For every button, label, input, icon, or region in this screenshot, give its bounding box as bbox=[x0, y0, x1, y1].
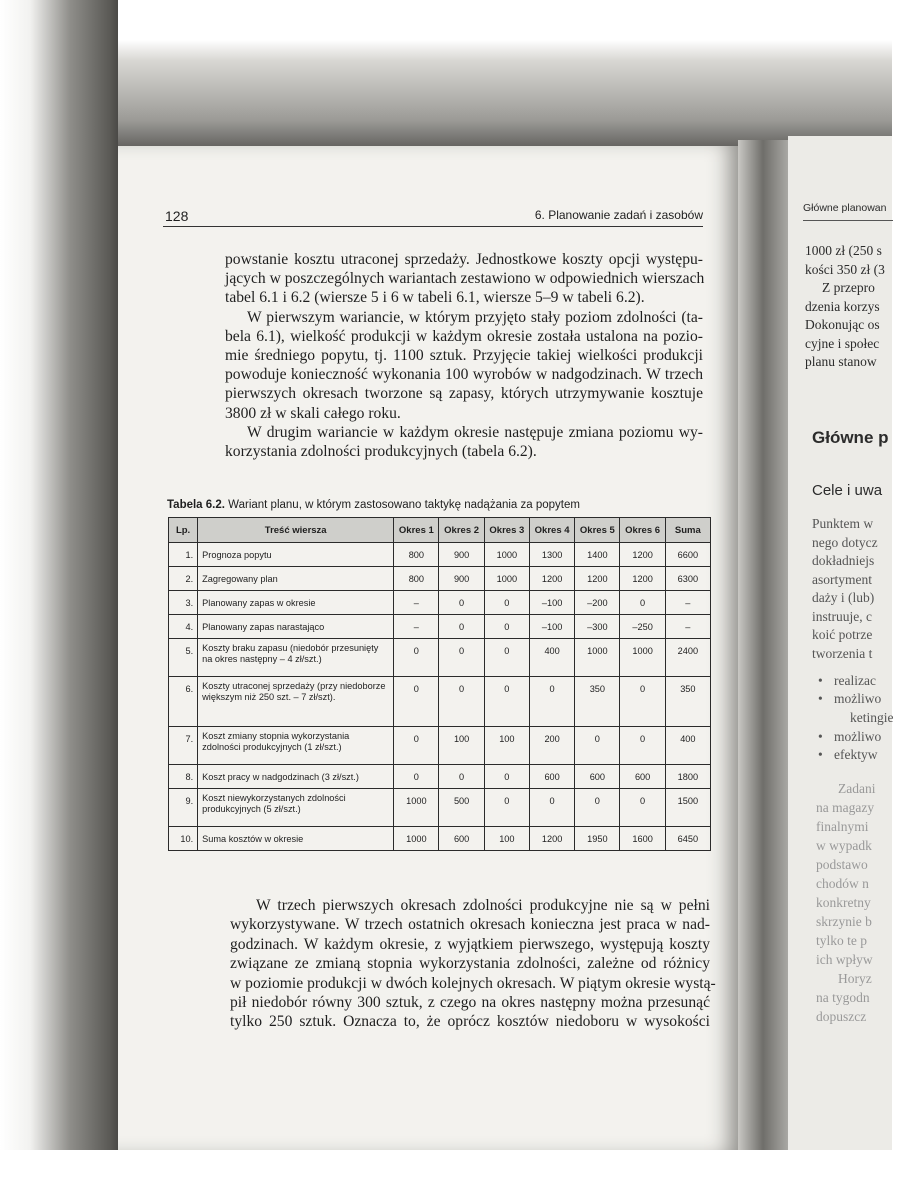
right-page-line: na magazy bbox=[816, 800, 875, 815]
value-cell: 100 bbox=[484, 727, 529, 765]
value-cell: 0 bbox=[394, 765, 439, 789]
value-cell: 0 bbox=[394, 677, 439, 727]
row-number-cell: 9. bbox=[169, 789, 198, 827]
right-page-line: dzenia korzys bbox=[805, 298, 880, 314]
text-line: w poziomie produkcji w dwóch kolejnych okresach. W piątym okresie wystą- bbox=[230, 974, 716, 992]
bullet-icon: • bbox=[818, 691, 823, 706]
right-page-line: skrzynie b bbox=[816, 914, 872, 929]
text-line: godzinach. W każdym okresie, z wyjątkiem pierwszego, występują koszty bbox=[230, 935, 710, 953]
right-page-line: ich wpływ bbox=[816, 952, 873, 967]
chapter-title: 6. Planowanie zadań i zasobów bbox=[534, 208, 703, 222]
row-number-cell: 7. bbox=[169, 727, 198, 765]
table-row bbox=[169, 639, 711, 677]
right-page-line: Dokonując os bbox=[805, 317, 880, 332]
value-cell: 1200 bbox=[529, 827, 574, 851]
value-cell: 0 bbox=[529, 789, 574, 827]
table-row bbox=[169, 765, 711, 789]
right-page-bullet-item: realizac bbox=[834, 673, 876, 688]
text-line: powstanie kosztu utraconej sprzedaży. Jednostkowe koszty opcji występu- bbox=[225, 251, 703, 268]
page-number: 128 bbox=[165, 208, 189, 224]
value-cell: 1200 bbox=[620, 543, 665, 567]
value-cell: 1200 bbox=[529, 567, 574, 591]
right-page-header: Główne planowan bbox=[803, 202, 887, 214]
value-cell: 600 bbox=[575, 765, 620, 789]
value-cell: 0 bbox=[439, 615, 484, 639]
scan-background-left bbox=[0, 0, 118, 1188]
column-header: Okres 1 bbox=[394, 518, 439, 543]
value-cell: 1400 bbox=[575, 543, 620, 567]
value-cell: 0 bbox=[394, 639, 439, 677]
value-cell: 0 bbox=[484, 615, 529, 639]
value-cell: 2400 bbox=[665, 639, 710, 677]
value-cell: 0 bbox=[484, 789, 529, 827]
plan-table bbox=[168, 517, 711, 851]
value-cell: 0 bbox=[484, 591, 529, 615]
value-cell: 350 bbox=[575, 677, 620, 727]
value-cell: 0 bbox=[484, 765, 529, 789]
scan-background-top bbox=[0, 0, 918, 150]
value-cell: 600 bbox=[439, 827, 484, 851]
text-line: tabel 6.1 i 6.2 (wiersze 5 i 6 w tabeli 6.1, wiersze 5–9 w tabeli 6.2). bbox=[225, 289, 645, 307]
row-content-cell: Suma kosztów w okresie bbox=[198, 827, 394, 851]
intro-paragraph bbox=[225, 250, 703, 461]
right-page-line: finalnymi bbox=[816, 819, 869, 834]
value-cell: 400 bbox=[529, 639, 574, 677]
text-line: powoduje konieczność wykonania 100 wyrobów w nadgodzinach. W trzech bbox=[225, 366, 703, 384]
right-page-heading: Główne p bbox=[812, 428, 889, 447]
row-number-cell: 1. bbox=[169, 543, 198, 567]
text-line: jących w poszczególnych wariantach zestawiono w odpowiednich wierszach bbox=[225, 270, 705, 288]
value-cell: 0 bbox=[439, 677, 484, 727]
text-line: bela 6.1), wielkość produkcji w każdym okresie została ustalona na pozio- bbox=[225, 327, 703, 345]
text-line: W pierwszym wariancie, w którym przyjęto stały poziom zdolności (ta- bbox=[247, 308, 703, 326]
right-page-line: asortyment bbox=[812, 571, 872, 587]
row-content-cell: Koszt zmiany stopnia wykorzystania zdolności produkcyjnych (1 zł/szt.) bbox=[198, 727, 394, 765]
right-page-line: dokładniejs bbox=[812, 553, 875, 568]
right-page-line: w wypadk bbox=[816, 838, 872, 853]
value-cell: 1600 bbox=[620, 827, 665, 851]
value-cell: 1200 bbox=[575, 567, 620, 591]
right-page-line: Z przepro bbox=[822, 280, 875, 295]
table-row bbox=[169, 827, 711, 851]
right-page-line: Zadani bbox=[838, 781, 876, 796]
row-number-cell: 2. bbox=[169, 567, 198, 591]
value-cell: 100 bbox=[439, 727, 484, 765]
value-cell: 0 bbox=[575, 789, 620, 827]
column-header: Okres 2 bbox=[439, 518, 484, 543]
table-caption-label: Tabela 6.2. bbox=[167, 499, 225, 511]
table-caption-text: Wariant planu, w którym zastosowano taktykę nadążania za popytem bbox=[228, 499, 580, 511]
value-cell: 900 bbox=[439, 543, 484, 567]
text-line: związane ze zmianą stopnia wykorzystania zdolności, zależne od różnicy bbox=[230, 955, 710, 973]
value-cell: 1000 bbox=[575, 639, 620, 677]
column-header: Lp. bbox=[169, 518, 198, 543]
text-line: pił niedobór równy 300 sztuk, z czego na okres następny można przesunąć bbox=[230, 994, 710, 1012]
value-cell: – bbox=[394, 591, 439, 615]
value-cell: 600 bbox=[529, 765, 574, 789]
value-cell: 800 bbox=[394, 567, 439, 591]
value-cell: 1000 bbox=[394, 789, 439, 827]
table-row bbox=[169, 543, 711, 567]
row-number-cell: 6. bbox=[169, 677, 198, 727]
text-line: wykorzystywane. W trzech ostatnich okresach konieczna jest praca w nad- bbox=[230, 916, 710, 934]
right-page-line: cyjne i społec bbox=[805, 335, 880, 351]
value-cell: 350 bbox=[665, 677, 710, 727]
value-cell: 1000 bbox=[620, 639, 665, 677]
right-page-line: konkretny bbox=[816, 895, 871, 910]
table-row bbox=[169, 789, 711, 827]
value-cell: 0 bbox=[484, 639, 529, 677]
right-page-bullet-item: możliwo bbox=[834, 729, 882, 744]
right-page-line: planu stanow bbox=[805, 354, 877, 369]
right-page-line: Punktem w bbox=[812, 516, 874, 531]
right-page-line: dopuszcz bbox=[816, 1009, 867, 1024]
value-cell: 1500 bbox=[665, 789, 710, 827]
right-page-line: koić potrze bbox=[812, 627, 873, 642]
right-page-subheading: Cele i uwa bbox=[812, 482, 883, 499]
value-cell: –100 bbox=[529, 615, 574, 639]
value-cell: – bbox=[394, 615, 439, 639]
right-page-bullet-item: możliwo bbox=[834, 691, 882, 706]
value-cell: 100 bbox=[484, 827, 529, 851]
right-page-line: nego dotycz bbox=[812, 534, 878, 550]
text-line: korzystania zdolności produkcyjnych (tabela 6.2). bbox=[225, 443, 537, 461]
column-header: Okres 3 bbox=[484, 518, 529, 543]
value-cell: 1800 bbox=[665, 765, 710, 789]
value-cell: 6450 bbox=[665, 827, 710, 851]
header-rule bbox=[163, 226, 703, 227]
table-row bbox=[169, 567, 711, 591]
value-cell: 500 bbox=[439, 789, 484, 827]
value-cell: 0 bbox=[439, 591, 484, 615]
row-content-cell: Koszt niewykorzystanych zdolności produkcyjnych (5 zł/szt.) bbox=[198, 789, 394, 827]
value-cell: 800 bbox=[394, 543, 439, 567]
column-header: Okres 6 bbox=[620, 518, 665, 543]
value-cell: 0 bbox=[394, 727, 439, 765]
value-cell: 600 bbox=[620, 765, 665, 789]
column-header: Okres 5 bbox=[575, 518, 620, 543]
text-line: W drugim wariancie w każdym okresie następuje zmiana poziomu wy- bbox=[247, 423, 703, 441]
table-header-row bbox=[169, 518, 711, 543]
value-cell: 0 bbox=[439, 765, 484, 789]
value-cell: 900 bbox=[439, 567, 484, 591]
text-line: 3800 zł w skali całego roku. bbox=[225, 404, 401, 422]
text-line: mie średniego popytu, tj. 1100 sztuk. Przyjęcie takiej wielkości produkcji bbox=[225, 347, 703, 365]
row-content-cell: Koszty braku zapasu (niedobór przesunięty na okres następny – 4 zł/szt.) bbox=[198, 639, 394, 677]
right-page-bullet-item: efektyw bbox=[834, 747, 878, 762]
table-caption bbox=[167, 499, 580, 511]
value-cell: 1950 bbox=[575, 827, 620, 851]
value-cell: 6300 bbox=[665, 567, 710, 591]
column-header: Suma bbox=[665, 518, 710, 543]
row-content-cell: Zagregowany plan bbox=[198, 567, 394, 591]
value-cell: 1200 bbox=[620, 567, 665, 591]
value-cell: 6600 bbox=[665, 543, 710, 567]
table-row bbox=[169, 591, 711, 615]
row-content-cell: Planowany zapas narastająco bbox=[198, 615, 394, 639]
right-page-bullet-item: ketingie bbox=[850, 710, 894, 725]
book-gutter bbox=[738, 140, 788, 1150]
value-cell: 1000 bbox=[394, 827, 439, 851]
value-cell: 0 bbox=[620, 591, 665, 615]
value-cell: –300 bbox=[575, 615, 620, 639]
scan-background-bottom bbox=[0, 1150, 918, 1188]
row-number-cell: 3. bbox=[169, 591, 198, 615]
text-line: tylko 250 sztuk. Oznacza to, że oprócz kosztów niedoboru w wysokości bbox=[230, 1013, 710, 1031]
right-page-line: tylko te p bbox=[816, 933, 867, 948]
table-row bbox=[169, 677, 711, 727]
text-line: pierwszych okresach tworzone są zapasy, których utrzymywanie kosztuje bbox=[225, 385, 703, 403]
value-cell: – bbox=[665, 591, 710, 615]
right-page-line: instruuje, c bbox=[812, 608, 872, 624]
right-page-line: 1000 zł (250 s bbox=[805, 243, 882, 258]
row-content-cell: Koszt pracy w nadgodzinach (3 zł/szt.) bbox=[198, 765, 394, 789]
bullet-icon: • bbox=[818, 673, 823, 688]
value-cell: 1300 bbox=[529, 543, 574, 567]
value-cell: 400 bbox=[665, 727, 710, 765]
row-number-cell: 5. bbox=[169, 639, 198, 677]
column-header: Treść wiersza bbox=[198, 518, 394, 543]
bullet-icon: • bbox=[818, 729, 823, 744]
right-page-line: chodów n bbox=[816, 876, 869, 891]
column-header: Okres 4 bbox=[529, 518, 574, 543]
value-cell: 200 bbox=[529, 727, 574, 765]
table-row bbox=[169, 615, 711, 639]
value-cell: 0 bbox=[620, 727, 665, 765]
right-page-line: kości 350 zł (3 bbox=[805, 261, 885, 277]
row-number-cell: 8. bbox=[169, 765, 198, 789]
right-page-line: tworzenia t bbox=[812, 645, 873, 661]
value-cell: 0 bbox=[575, 727, 620, 765]
row-number-cell: 10. bbox=[169, 827, 198, 851]
value-cell: –250 bbox=[620, 615, 665, 639]
right-page-line: podstawo bbox=[816, 857, 868, 872]
row-content-cell: Planowany zapas w okresie bbox=[198, 591, 394, 615]
value-cell: 0 bbox=[620, 789, 665, 827]
closing-paragraph bbox=[230, 896, 716, 1032]
value-cell: 1000 bbox=[484, 543, 529, 567]
value-cell: –200 bbox=[575, 591, 620, 615]
value-cell: 0 bbox=[529, 677, 574, 727]
row-content-cell: Prognoza popytu bbox=[198, 543, 394, 567]
right-page-line: na tygodn bbox=[816, 990, 870, 1005]
text-line: W trzech pierwszych okresach zdolności produkcyjne nie są w pełni bbox=[256, 897, 710, 914]
scan-background-right bbox=[892, 0, 918, 1188]
value-cell: 0 bbox=[439, 639, 484, 677]
right-page-header-rule bbox=[803, 220, 893, 221]
right-page-line: daży i (lub) bbox=[812, 590, 875, 605]
value-cell: 0 bbox=[620, 677, 665, 727]
value-cell: 1000 bbox=[484, 567, 529, 591]
row-number-cell: 4. bbox=[169, 615, 198, 639]
row-content-cell: Koszty utraconej sprzedaży (przy niedoborze większym niż 250 szt. – 7 zł/szt). bbox=[198, 677, 394, 727]
value-cell: 0 bbox=[484, 677, 529, 727]
value-cell: –100 bbox=[529, 591, 574, 615]
value-cell: – bbox=[665, 615, 710, 639]
table-row bbox=[169, 727, 711, 765]
right-page-line: Horyz bbox=[838, 971, 872, 986]
bullet-icon: • bbox=[818, 747, 823, 762]
